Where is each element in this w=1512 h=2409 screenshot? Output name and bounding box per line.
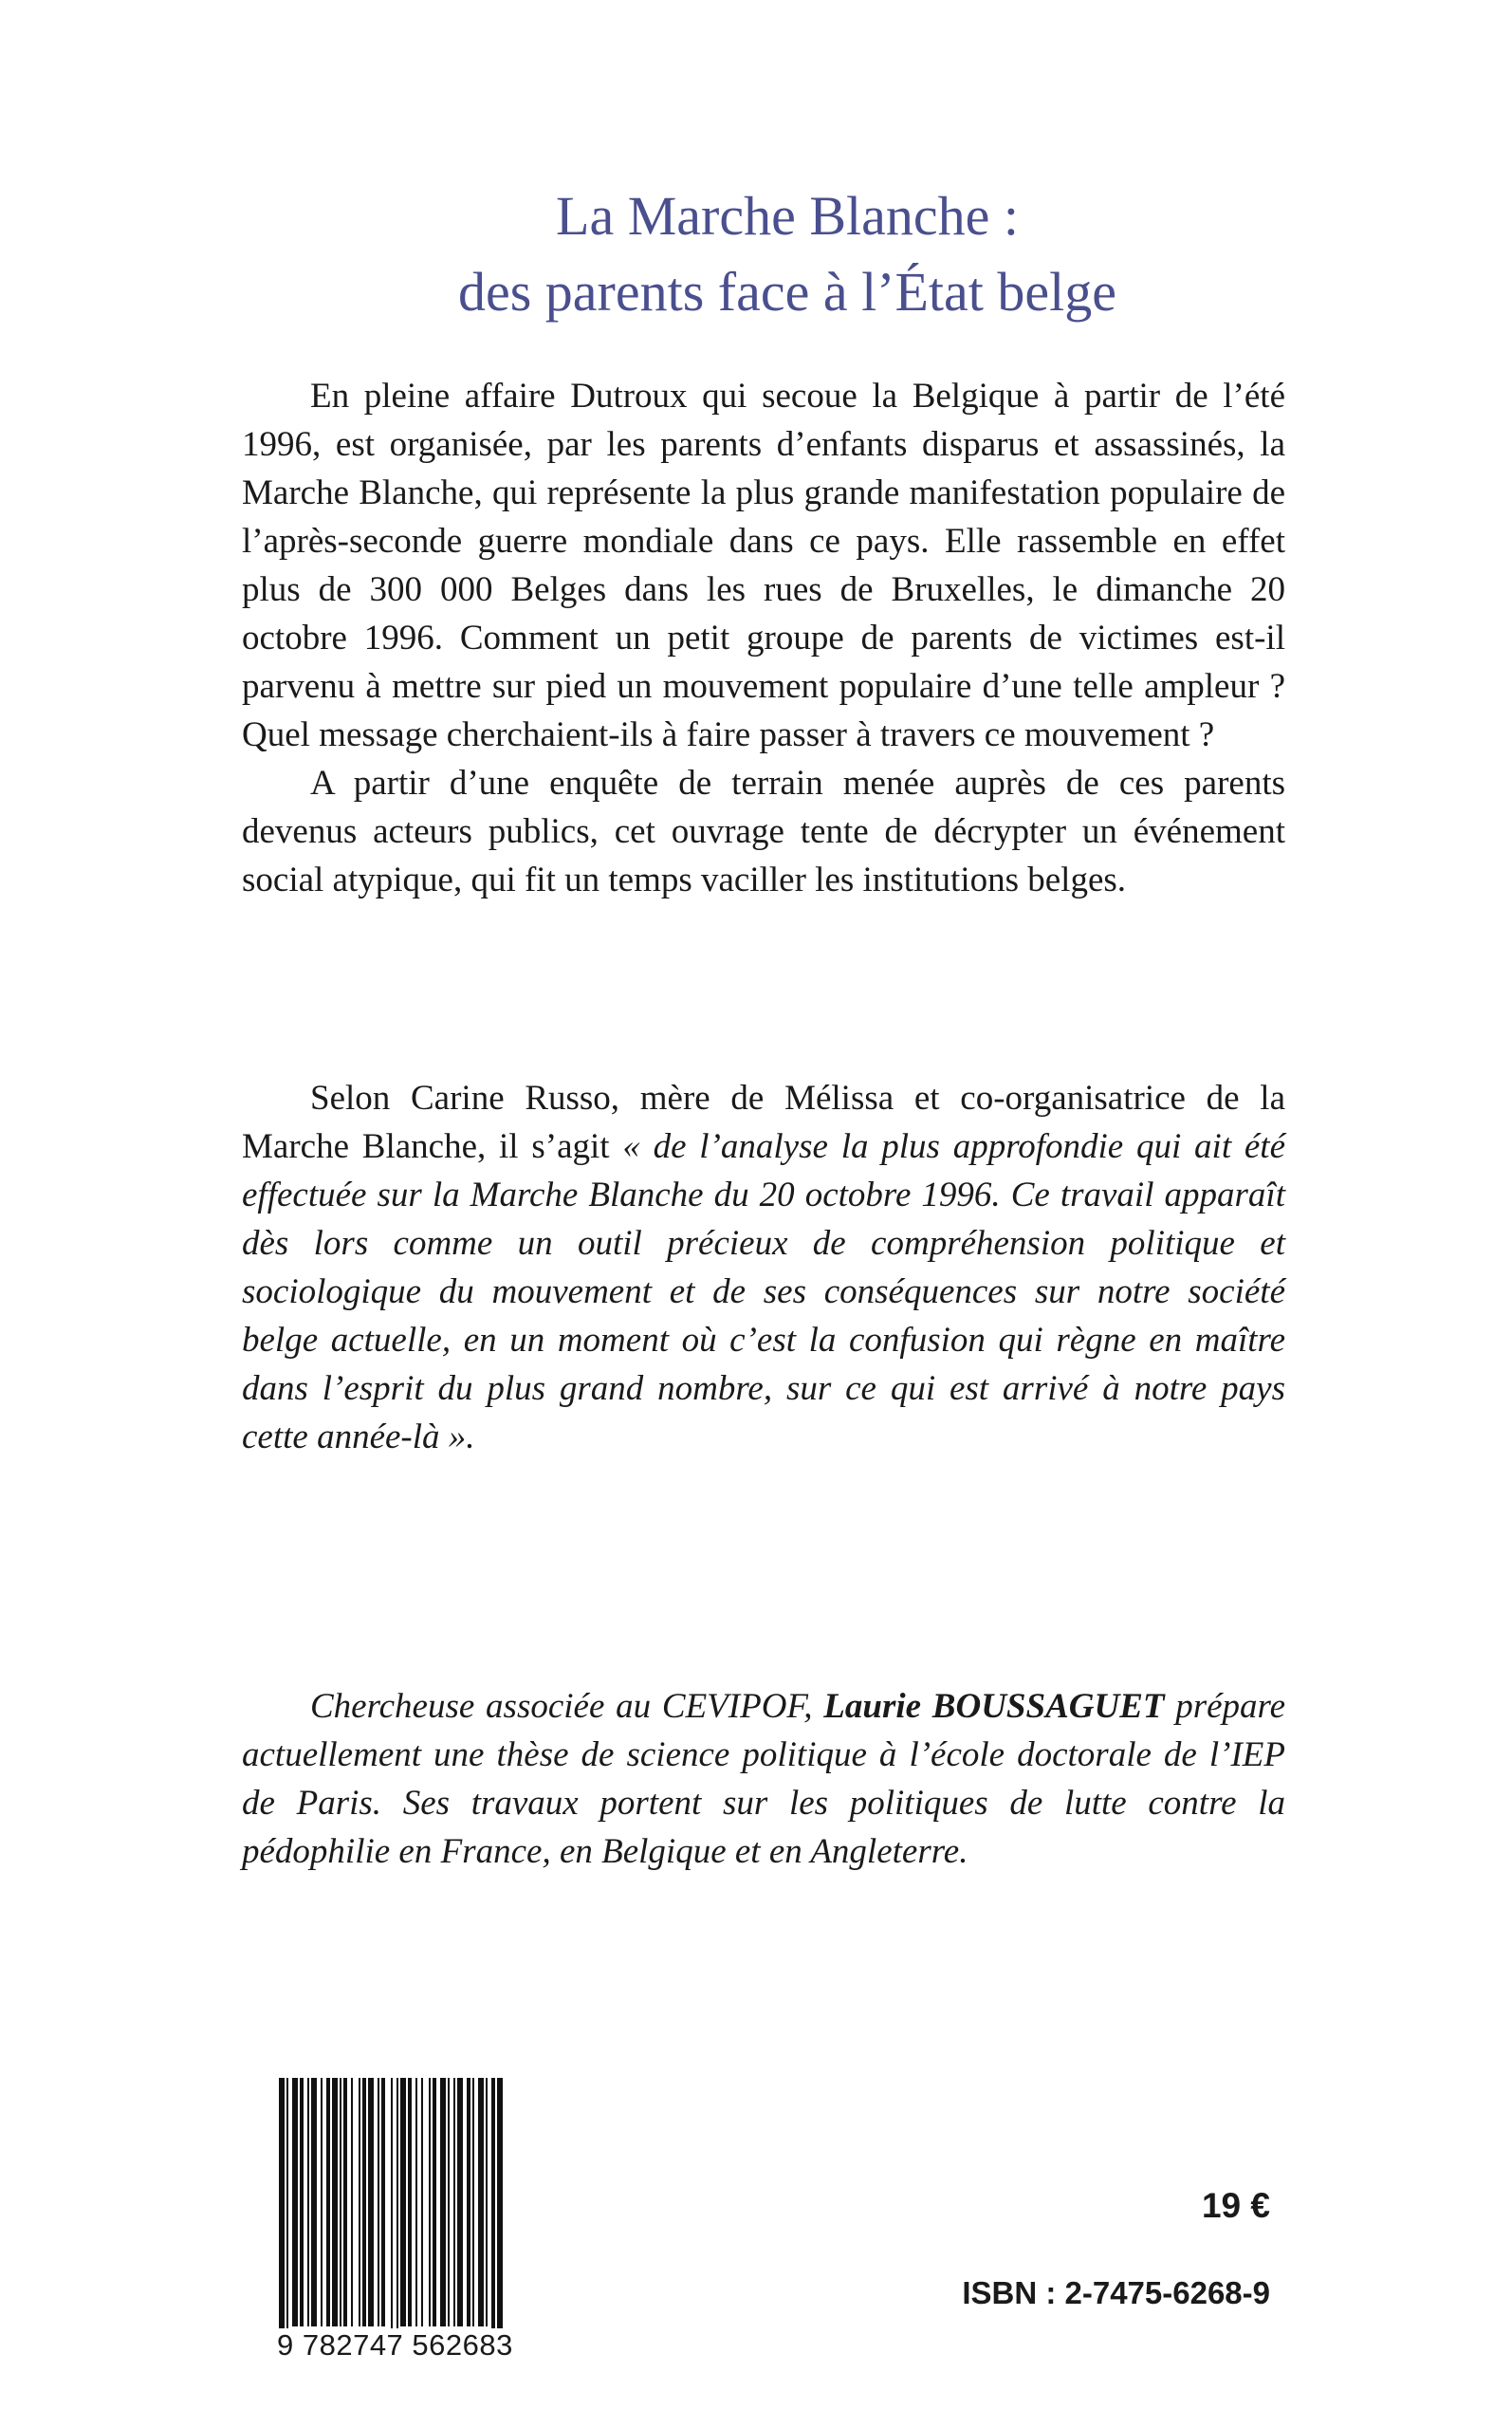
barcode-bar (486, 2078, 488, 2326)
barcode-bar (429, 2078, 431, 2326)
author-bio-block (242, 1682, 1285, 1876)
barcode-bar (368, 2078, 374, 2326)
barcode-bar (478, 2078, 484, 2326)
author-bio: prépare actuellement une thèse de science politique à l’école doctorale de l’IEP de Paris. Ses travaux portent sur les politiques de lutte contre la pédophilie en France, en Belgique et en Angleterre. (242, 1687, 1286, 1871)
quote-text: « de l’analyse la plus approfondie qui ait été effectuée sur la Marche Blanche du 20 octobre 1996. Ce travail apparaît dès lors comme un outil précieux de compréhension politique et sociologique du mouvement et de ses conséquences sur notre société belge actuelle, en un moment où c’est la confusion qui règne en maître dans l’esprit du plus grand nombre, sur ce qui est arrivé à notre pays cette année-là ». (242, 1127, 1285, 1456)
barcode-bar (440, 2078, 446, 2326)
barcode-bar (396, 2078, 398, 2353)
barcode-bar (421, 2078, 423, 2326)
barcode-bar (457, 2078, 463, 2326)
title-line-2: des parents face à l’État belge (457, 261, 1117, 323)
summary-block (242, 372, 1285, 904)
barcode-bar (311, 2078, 317, 2326)
quote-block (242, 1074, 1285, 1461)
barcode-digits-text: 9 782747 562683 (277, 2328, 513, 2362)
summary-paragraph-2: A partir d’une enquête de terrain menée auprès de ces parents devenus acteurs publics, cet ouvrage tente de décrypter un événement social atypique, qui fit un temps vaciller les institutions belges. (242, 764, 1285, 899)
barcode-bar (391, 2078, 393, 2353)
barcode-bar (497, 2078, 503, 2353)
barcode-bars (275, 2078, 579, 2363)
barcode-bar (332, 2078, 338, 2326)
summary-paragraph-1: En pleine affaire Dutroux qui secoue la Belgique à partir de l’été 1996, est organisée, par les parents d’enfants disparus et assassinés, la Marche Blanche, qui représente la plus grande manifestation populaire de l’après-seconde guerre mondiale dans ce pays. Elle rassemble en effet plus de 300 000 Belges dans les rues de Bruxelles, le dimanche 20 octobre 1996. Comment un petit groupe de parents de victimes est-il parvenu à mettre sur pied un mouvement populaire d’une telle ampleur ? Quel message cherchaient-ils à faire passer à travers ce mouvement ? (242, 377, 1285, 754)
barcode-bar (472, 2078, 474, 2326)
quote-intro: Selon Carine Russo, mère de Mélissa et co-organisatrice de la Marche Blanche, il s’agit (242, 1079, 1285, 1166)
barcode-bar (381, 2078, 385, 2326)
barcode-bar (292, 2078, 298, 2326)
barcode (275, 2078, 579, 2381)
author-prefix: Chercheuse associée au CEVIPOF, (310, 1687, 824, 1726)
barcode-bar (491, 2078, 495, 2353)
barcode-digits (275, 2328, 579, 2363)
barcode-bar (378, 2078, 379, 2326)
quote-paragraph (242, 1074, 1285, 1461)
title-line-1: La Marche Blanche : (556, 185, 1019, 247)
book-title (237, 178, 1337, 330)
barcode-bar (340, 2078, 341, 2326)
barcode-bar (467, 2078, 470, 2326)
barcode-bar (321, 2078, 323, 2326)
author-name: Laurie BOUSSAGUET (823, 1687, 1165, 1726)
barcode-bar (400, 2078, 406, 2326)
barcode-bar (307, 2078, 309, 2326)
barcode-bar (408, 2078, 412, 2326)
barcode-bar (300, 2078, 304, 2326)
barcode-bar (286, 2078, 288, 2353)
barcode-bar (433, 2078, 436, 2326)
barcode-bar (359, 2078, 360, 2326)
barcode-bar (362, 2078, 366, 2326)
barcode-bar (351, 2078, 353, 2326)
barcode-bar (279, 2078, 285, 2353)
isbn: ISBN : 2-7475-6268-9 (962, 2275, 1270, 2310)
barcode-bar (343, 2078, 347, 2326)
barcode-bar (448, 2078, 450, 2326)
barcode-bar (326, 2078, 330, 2326)
barcode-bar (415, 2078, 417, 2326)
barcode-bar (453, 2078, 455, 2326)
price: 19 € (1201, 2186, 1270, 2225)
